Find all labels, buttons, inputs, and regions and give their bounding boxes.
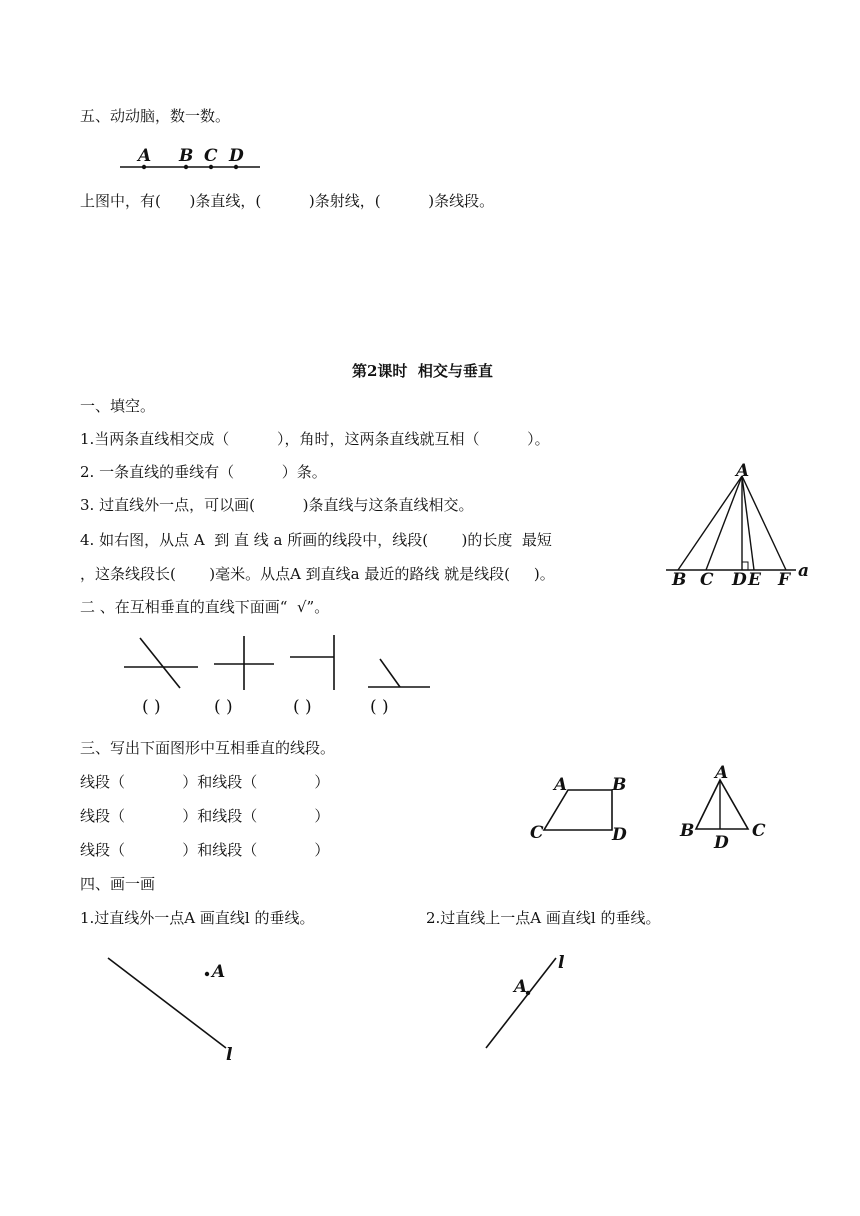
- triangle2-label-a: A: [715, 763, 729, 783]
- triangle-label-d: D: [732, 570, 747, 590]
- trapezoid-label-a: A: [554, 775, 568, 795]
- part4-heading: 四、画一画: [80, 875, 156, 893]
- part3-heading: 三、写出下面图形中互相垂直的线段。: [80, 739, 336, 757]
- triangle-perpendicular-figure: [664, 461, 814, 592]
- point-label-d: D: [229, 146, 244, 166]
- answer-slot-1: ( ): [142, 697, 161, 717]
- segment-answer-row: 线段（ ）和线段（ ）: [80, 807, 330, 825]
- triangle-label-c: C: [700, 570, 714, 590]
- part2-heading: 二 、在互相垂直的直线下面画“ √”。: [80, 598, 330, 616]
- segment-answer-row: 线段（ ）和线段（ ）: [80, 841, 330, 859]
- point-label-b: B: [179, 146, 194, 166]
- section5-heading: 五、动动脑，数一数。: [80, 107, 231, 125]
- trapezoid-figure: [528, 770, 638, 850]
- perpendicular-check-figures: [118, 630, 438, 722]
- isosceles-triangle-figure: [676, 762, 776, 854]
- triangle2-label-d: D: [714, 833, 729, 853]
- point-label-c: C: [204, 146, 218, 166]
- draw-figure-1: [100, 950, 250, 1065]
- fig1-line-label: l: [226, 1045, 233, 1065]
- triangle-label-b: B: [672, 570, 687, 590]
- trapezoid-label-d: D: [612, 825, 627, 845]
- question-1-3: 3. 过直线外一点，可以画( )条直线与这条直线相交。: [80, 496, 474, 514]
- draw-question-2: 2.过直线上一点A 画直线l 的垂线。: [426, 909, 661, 927]
- point-label-a: A: [138, 146, 152, 166]
- trapezoid-label-b: B: [612, 775, 627, 795]
- section5-question: 上图中，有( )条直线，( )条射线，( )条线段。: [80, 192, 495, 210]
- fig2-line-label: l: [558, 953, 565, 973]
- fig1-point-label: A: [212, 962, 226, 982]
- draw-question-1: 1.过直线外一点A 画直线l 的垂线。: [80, 909, 315, 927]
- lesson-title: 第2课时 相交与垂直: [352, 362, 493, 380]
- triangle-label-e: E: [748, 570, 761, 590]
- part1-heading: 一、填空。: [80, 397, 156, 415]
- answer-slot-3: ( ): [293, 697, 312, 717]
- triangle2-label-b: B: [680, 821, 695, 841]
- triangle-label-f: F: [778, 570, 791, 590]
- fig2-point-label: A: [514, 977, 528, 997]
- trapezoid-label-c: C: [530, 823, 544, 843]
- triangle-label-a: A: [736, 461, 750, 481]
- triangle2-label-c: C: [752, 821, 766, 841]
- draw-figure-2: [478, 948, 588, 1058]
- question-1-4-line1: 4. 如右图，从点 A 到 直 线 a 所画的线段中，线段( )的长度 最短: [80, 531, 552, 549]
- line-label-a: a: [798, 561, 810, 581]
- segment-answer-row: 线段（ ）和线段（ ）: [80, 773, 330, 791]
- question-1-2: 2. 一条直线的垂线有（ ）条。: [80, 463, 327, 481]
- question-1-4-line2: ，这条线段长( )毫米。从点A 到直线a 最近的路线 就是线段( )。: [80, 565, 555, 583]
- points-on-line-figure: [118, 142, 268, 174]
- answer-slot-4: ( ): [370, 697, 389, 717]
- question-1-1: 1.当两条直线相交成（ ），角时，这两条直线就互相（ ）。: [80, 430, 550, 448]
- answer-slot-2: ( ): [214, 697, 233, 717]
